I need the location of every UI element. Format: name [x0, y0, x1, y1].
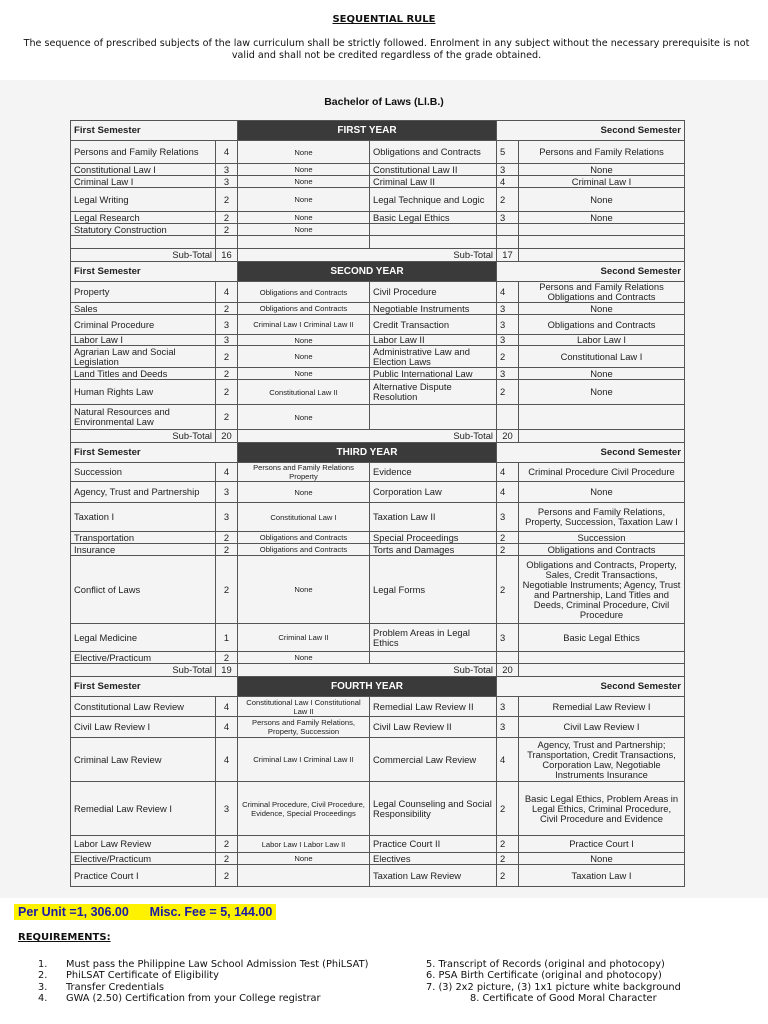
second-sem-prerequisite: Agency, Trust and Partnership; Transportation, Credit Transactions, Corporation Law, Negotiable Instruments Insurance [519, 738, 685, 782]
subject-row [71, 853, 685, 865]
subject-row [71, 368, 685, 380]
subject-row [71, 738, 685, 782]
first-sem-units: 4 [216, 463, 238, 482]
first-sem-prerequisite: None [238, 176, 370, 188]
second-sem-prerequisite: Obligations and Contracts, Property, Sales, Credit Transactions, Negotiable Instruments; Agency, Trust and Partnership, Land Titles and Deeds, Criminal Procedure, Civil Procedure [519, 556, 685, 624]
empty-cell [519, 249, 685, 262]
first-sem-prerequisite [238, 236, 370, 249]
first-sem-units: 2 [216, 836, 238, 853]
curriculum-table [70, 120, 685, 887]
second-sem-units: 3 [497, 315, 519, 335]
per-unit-fee: Per Unit =1, 306.00 [18, 905, 129, 919]
second-sem-subject [370, 236, 497, 249]
first-sem-units: 3 [216, 315, 238, 335]
subject-row [71, 141, 685, 164]
subject-row [71, 380, 685, 405]
first-sem-subject: Civil Law Review I [71, 717, 216, 738]
second-sem-units: 2 [497, 853, 519, 865]
second-sem-units: 3 [497, 717, 519, 738]
first-sem-subject: Human Rights Law [71, 380, 216, 405]
second-sem-prerequisite: None [519, 188, 685, 212]
second-sem-subject: Commercial Law Review [370, 738, 497, 782]
second-sem-prerequisite: Succession [519, 532, 685, 544]
second-sem-units: 4 [497, 176, 519, 188]
sequential-rule-title: SEQUENTIAL RULE [332, 14, 436, 25]
second-sem-units: 2 [497, 865, 519, 887]
second-semester-label: Second Semester [497, 677, 685, 697]
second-sem-prerequisite: Basic Legal Ethics [519, 624, 685, 652]
first-sem-units [216, 236, 238, 249]
first-sem-prerequisite: Obligations and Contracts [238, 544, 370, 556]
first-sem-subject: Statutory Construction [71, 224, 216, 236]
requirement-text: Must pass the Philippine Law School Admission Test (PhiLSAT) [66, 959, 369, 970]
first-sem-prerequisite: None [238, 652, 370, 664]
first-sem-units: 1 [216, 624, 238, 652]
second-sem-subject: Legal Counseling and Social Responsibility [370, 782, 497, 836]
subject-row [71, 188, 685, 212]
subtotal-label: Sub-Total [238, 430, 497, 443]
first-sem-prerequisite: None [238, 405, 370, 430]
year-header-row [71, 262, 685, 282]
first-sem-prerequisite: Constitutional Law I Constitutional Law II [238, 697, 370, 717]
first-sem-prerequisite: None [238, 853, 370, 865]
second-sem-units [497, 652, 519, 664]
second-sem-units [497, 224, 519, 236]
second-sem-units [497, 405, 519, 430]
requirement-item [38, 993, 368, 1004]
first-sem-units: 3 [216, 482, 238, 503]
second-sem-units: 2 [497, 782, 519, 836]
second-sem-units: 4 [497, 482, 519, 503]
first-sem-units: 2 [216, 380, 238, 405]
first-sem-subject: Labor Law Review [71, 836, 216, 853]
subject-row [71, 224, 685, 236]
first-sem-prerequisite: None [238, 224, 370, 236]
subject-row [71, 405, 685, 430]
first-sem-units: 3 [216, 503, 238, 532]
first-sem-prerequisite: Constitutional Law I [238, 503, 370, 532]
first-sem-subject: Criminal Law Review [71, 738, 216, 782]
first-sem-prerequisite: Criminal Law II [238, 624, 370, 652]
first-sem-prerequisite: Persons and Family Relations, Property, Succession [238, 717, 370, 738]
second-sem-units: 2 [497, 544, 519, 556]
second-sem-prerequisite [519, 236, 685, 249]
year-header-row [71, 677, 685, 697]
first-sem-subject: Criminal Law I [71, 176, 216, 188]
second-sem-units: 4 [497, 282, 519, 303]
subtotal-value: 20 [497, 664, 519, 677]
second-sem-prerequisite: None [519, 482, 685, 503]
first-sem-units: 4 [216, 697, 238, 717]
subject-row [71, 346, 685, 368]
second-sem-units: 2 [497, 346, 519, 368]
second-sem-subject: Legal Technique and Logic [370, 188, 497, 212]
first-sem-prerequisite: Obligations and Contracts [238, 303, 370, 315]
second-sem-units: 3 [497, 303, 519, 315]
second-sem-subject: Basic Legal Ethics [370, 212, 497, 224]
subtotal-value: 17 [497, 249, 519, 262]
requirement-number: 1. [38, 959, 48, 970]
requirement-item: 6. PSA Birth Certificate (original and photocopy) [426, 970, 662, 982]
second-sem-prerequisite [519, 224, 685, 236]
subtotal-label: Sub-Total [238, 664, 497, 677]
second-sem-subject: Torts and Damages [370, 544, 497, 556]
second-sem-subject: Legal Forms [370, 556, 497, 624]
first-sem-subject: Criminal Procedure [71, 315, 216, 335]
requirement-text: GWA (2.50) Certification from your College registrar [66, 993, 321, 1005]
first-sem-units: 2 [216, 188, 238, 212]
first-sem-units: 3 [216, 782, 238, 836]
first-sem-units: 3 [216, 335, 238, 346]
second-sem-prerequisite: Civil Law Review I [519, 717, 685, 738]
first-sem-units: 2 [216, 303, 238, 315]
subject-row [71, 164, 685, 176]
year-header-row [71, 443, 685, 463]
empty-cell [519, 664, 685, 677]
subject-row [71, 176, 685, 188]
subtotal-label: Sub-Total [238, 249, 497, 262]
first-sem-prerequisite: None [238, 346, 370, 368]
requirement-number: 2. [38, 970, 48, 982]
requirement-item [38, 970, 368, 981]
second-sem-subject: Electives [370, 853, 497, 865]
second-sem-prerequisite: Persons and Family Relations, Property, Succession, Taxation Law I [519, 503, 685, 532]
subject-row [71, 335, 685, 346]
second-sem-subject: Evidence [370, 463, 497, 482]
first-sem-prerequisite: Criminal Law I Criminal Law II [238, 315, 370, 335]
second-sem-units: 3 [497, 212, 519, 224]
fees-highlight [14, 904, 276, 920]
second-sem-subject: Civil Law Review II [370, 717, 497, 738]
first-sem-units: 3 [216, 176, 238, 188]
first-sem-subject: Sales [71, 303, 216, 315]
second-sem-prerequisite: Obligations and Contracts [519, 315, 685, 335]
subtotal-label: Sub-Total [71, 249, 216, 262]
second-sem-subject: Remedial Law Review II [370, 697, 497, 717]
first-sem-units: 2 [216, 532, 238, 544]
subject-row [71, 282, 685, 303]
requirements-left-list [38, 959, 368, 1005]
second-sem-subject: Practice Court II [370, 836, 497, 853]
subtotal-row [71, 430, 685, 443]
second-sem-units: 3 [497, 368, 519, 380]
second-sem-units: 3 [497, 164, 519, 176]
first-sem-units: 2 [216, 853, 238, 865]
subtotal-row [71, 249, 685, 262]
second-sem-prerequisite: Persons and Family Relations [519, 141, 685, 164]
second-sem-units: 2 [497, 532, 519, 544]
second-sem-prerequisite [519, 652, 685, 664]
first-sem-prerequisite: None [238, 141, 370, 164]
subject-row [71, 303, 685, 315]
first-sem-prerequisite: None [238, 368, 370, 380]
subject-row [71, 315, 685, 335]
requirement-item: 7. (3) 2x2 picture, (3) 1x1 picture white background [426, 981, 681, 993]
first-sem-subject: Legal Medicine [71, 624, 216, 652]
first-semester-label: First Semester [71, 443, 238, 463]
first-sem-subject: Taxation I [71, 503, 216, 532]
first-sem-units: 2 [216, 544, 238, 556]
subtotal-label: Sub-Total [71, 430, 216, 443]
second-sem-subject: Special Proceedings [370, 532, 497, 544]
second-sem-prerequisite: Labor Law I [519, 335, 685, 346]
first-sem-prerequisite: Obligations and Contracts [238, 282, 370, 303]
first-sem-units: 2 [216, 652, 238, 664]
requirement-item: 8. Certificate of Good Moral Character [470, 993, 657, 1005]
first-sem-units: 3 [216, 164, 238, 176]
second-sem-prerequisite: None [519, 380, 685, 405]
second-sem-prerequisite: Constitutional Law I [519, 346, 685, 368]
second-sem-units: 3 [497, 503, 519, 532]
first-sem-units: 2 [216, 556, 238, 624]
second-sem-units [497, 236, 519, 249]
second-sem-prerequisite: None [519, 368, 685, 380]
second-sem-prerequisite: Criminal Law I [519, 176, 685, 188]
first-sem-prerequisite: None [238, 212, 370, 224]
first-sem-subject: Legal Writing [71, 188, 216, 212]
subject-row [71, 697, 685, 717]
requirement-number: 3. [38, 981, 48, 993]
first-sem-prerequisite: Constitutional Law II [238, 380, 370, 405]
first-sem-prerequisite: None [238, 335, 370, 346]
requirement-item: 5. Transcript of Records (original and photocopy) [426, 959, 665, 970]
second-sem-units: 4 [497, 463, 519, 482]
second-sem-units: 2 [497, 380, 519, 405]
subject-row [71, 463, 685, 482]
curriculum-title: Bachelor of Laws (Ll.B.) [324, 96, 444, 108]
subtotal-value: 19 [216, 664, 238, 677]
second-sem-subject: Corporation Law [370, 482, 497, 503]
first-sem-subject: Legal Research [71, 212, 216, 224]
first-sem-subject: Constitutional Law I [71, 164, 216, 176]
first-sem-units: 2 [216, 224, 238, 236]
first-sem-subject: Agency, Trust and Partnership [71, 482, 216, 503]
requirements-right-list [426, 959, 681, 1005]
subject-row [71, 482, 685, 503]
second-sem-units: 5 [497, 141, 519, 164]
second-sem-prerequisite: None [519, 303, 685, 315]
second-sem-subject: Taxation Law II [370, 503, 497, 532]
first-sem-subject [71, 236, 216, 249]
first-sem-prerequisite: Criminal Law I Criminal Law II [238, 738, 370, 782]
subject-row [71, 782, 685, 836]
second-sem-units: 4 [497, 738, 519, 782]
second-sem-prerequisite: Taxation Law I [519, 865, 685, 887]
first-sem-units: 2 [216, 346, 238, 368]
subject-row [71, 532, 685, 544]
second-sem-prerequisite: Basic Legal Ethics, Problem Areas in Legal Ethics, Criminal Procedure, Civil Procedure and Evidence [519, 782, 685, 836]
first-sem-subject: Natural Resources and Environmental Law [71, 405, 216, 430]
second-sem-prerequisite: Practice Court I [519, 836, 685, 853]
second-sem-prerequisite: Obligations and Contracts [519, 544, 685, 556]
subject-row [71, 212, 685, 224]
year-header-row [71, 121, 685, 141]
first-sem-subject: Property [71, 282, 216, 303]
second-sem-units: 3 [497, 624, 519, 652]
first-sem-units: 2 [216, 212, 238, 224]
second-sem-subject: Public International Law [370, 368, 497, 380]
year-label: SECOND YEAR [238, 262, 497, 282]
second-sem-prerequisite: Remedial Law Review I [519, 697, 685, 717]
second-sem-subject: Administrative Law and Election Laws [370, 346, 497, 368]
first-sem-prerequisite: None [238, 556, 370, 624]
first-sem-subject: Labor Law I [71, 335, 216, 346]
second-sem-subject [370, 652, 497, 664]
requirement-item [38, 959, 368, 970]
first-sem-subject: Succession [71, 463, 216, 482]
subject-row [71, 652, 685, 664]
first-sem-subject: Elective/Practicum [71, 853, 216, 865]
second-sem-subject: Taxation Law Review [370, 865, 497, 887]
first-sem-prerequisite: Labor Law I Labor Law II [238, 836, 370, 853]
requirements-title: REQUIREMENTS: [18, 932, 111, 943]
second-sem-prerequisite [519, 405, 685, 430]
first-semester-label: First Semester [71, 677, 238, 697]
first-sem-prerequisite: None [238, 482, 370, 503]
second-semester-label: Second Semester [497, 262, 685, 282]
second-sem-subject [370, 224, 497, 236]
requirement-number: 4. [38, 993, 48, 1005]
year-label: FIRST YEAR [238, 121, 497, 141]
first-sem-units: 2 [216, 368, 238, 380]
second-sem-subject: Civil Procedure [370, 282, 497, 303]
subject-row [71, 503, 685, 532]
year-label: THIRD YEAR [238, 443, 497, 463]
subtotal-value: 20 [216, 430, 238, 443]
subject-row [71, 544, 685, 556]
first-sem-prerequisite [238, 865, 370, 887]
first-sem-subject: Constitutional Law Review [71, 697, 216, 717]
subject-row [71, 717, 685, 738]
subtotal-value: 20 [497, 430, 519, 443]
second-semester-label: Second Semester [497, 121, 685, 141]
second-sem-subject: Labor Law II [370, 335, 497, 346]
second-sem-subject: Criminal Law II [370, 176, 497, 188]
first-sem-prerequisite: None [238, 164, 370, 176]
second-sem-units: 3 [497, 335, 519, 346]
first-sem-prerequisite: Persons and Family Relations Property [238, 463, 370, 482]
first-sem-units: 2 [216, 405, 238, 430]
first-sem-subject: Agrarian Law and Social Legislation [71, 346, 216, 368]
first-sem-subject: Conflict of Laws [71, 556, 216, 624]
requirement-item [38, 982, 368, 993]
second-sem-subject: Obligations and Contracts [370, 141, 497, 164]
subtotal-label: Sub-Total [71, 664, 216, 677]
subject-row [71, 236, 685, 249]
subject-row [71, 556, 685, 624]
second-sem-units: 2 [497, 836, 519, 853]
second-sem-subject: Problem Areas in Legal Ethics [370, 624, 497, 652]
second-semester-label: Second Semester [497, 443, 685, 463]
requirement-text: PhiLSAT Certificate of Eligibility [66, 970, 219, 982]
second-sem-units: 2 [497, 556, 519, 624]
first-sem-subject: Remedial Law Review I [71, 782, 216, 836]
first-sem-units: 4 [216, 717, 238, 738]
second-sem-prerequisite: None [519, 853, 685, 865]
first-sem-subject: Practice Court I [71, 865, 216, 887]
second-sem-subject [370, 405, 497, 430]
subject-row [71, 624, 685, 652]
second-sem-subject: Alternative Dispute Resolution [370, 380, 497, 405]
second-sem-prerequisite: None [519, 212, 685, 224]
second-sem-units: 3 [497, 697, 519, 717]
year-label: FOURTH YEAR [238, 677, 497, 697]
first-sem-subject: Land Titles and Deeds [71, 368, 216, 380]
second-sem-subject: Negotiable Instruments [370, 303, 497, 315]
second-sem-prerequisite: Persons and Family Relations Obligations and Contracts [519, 282, 685, 303]
misc-fee: Misc. Fee = 5, 144.00 [149, 905, 273, 919]
sequential-rule-text: The sequence of prescribed subjects of the law curriculum shall be strictly followed. Enrolment in any subject without the necessary prerequisite is not valid and shall not be credited regardless of the grade obtained. [23, 38, 750, 61]
first-sem-units: 2 [216, 865, 238, 887]
second-sem-prerequisite: Criminal Procedure Civil Procedure [519, 463, 685, 482]
first-sem-subject: Transportation [71, 532, 216, 544]
first-sem-prerequisite: Criminal Procedure, Civil Procedure, Evidence, Special Proceedings [238, 782, 370, 836]
first-sem-units: 4 [216, 282, 238, 303]
subtotal-row [71, 664, 685, 677]
first-sem-units: 4 [216, 738, 238, 782]
first-sem-prerequisite: Obligations and Contracts [238, 532, 370, 544]
subtotal-value: 16 [216, 249, 238, 262]
requirement-text: Transfer Credentials [66, 981, 165, 993]
second-sem-subject: Constitutional Law II [370, 164, 497, 176]
first-sem-subject: Persons and Family Relations [71, 141, 216, 164]
second-sem-prerequisite: None [519, 164, 685, 176]
subject-row [71, 865, 685, 887]
subject-row [71, 836, 685, 853]
second-sem-units: 2 [497, 188, 519, 212]
first-sem-subject: Insurance [71, 544, 216, 556]
first-semester-label: First Semester [71, 262, 238, 282]
first-sem-subject: Elective/Practicum [71, 652, 216, 664]
empty-cell [519, 430, 685, 443]
second-sem-subject: Credit Transaction [370, 315, 497, 335]
first-sem-units: 4 [216, 141, 238, 164]
first-semester-label: First Semester [71, 121, 238, 141]
first-sem-prerequisite: None [238, 188, 370, 212]
